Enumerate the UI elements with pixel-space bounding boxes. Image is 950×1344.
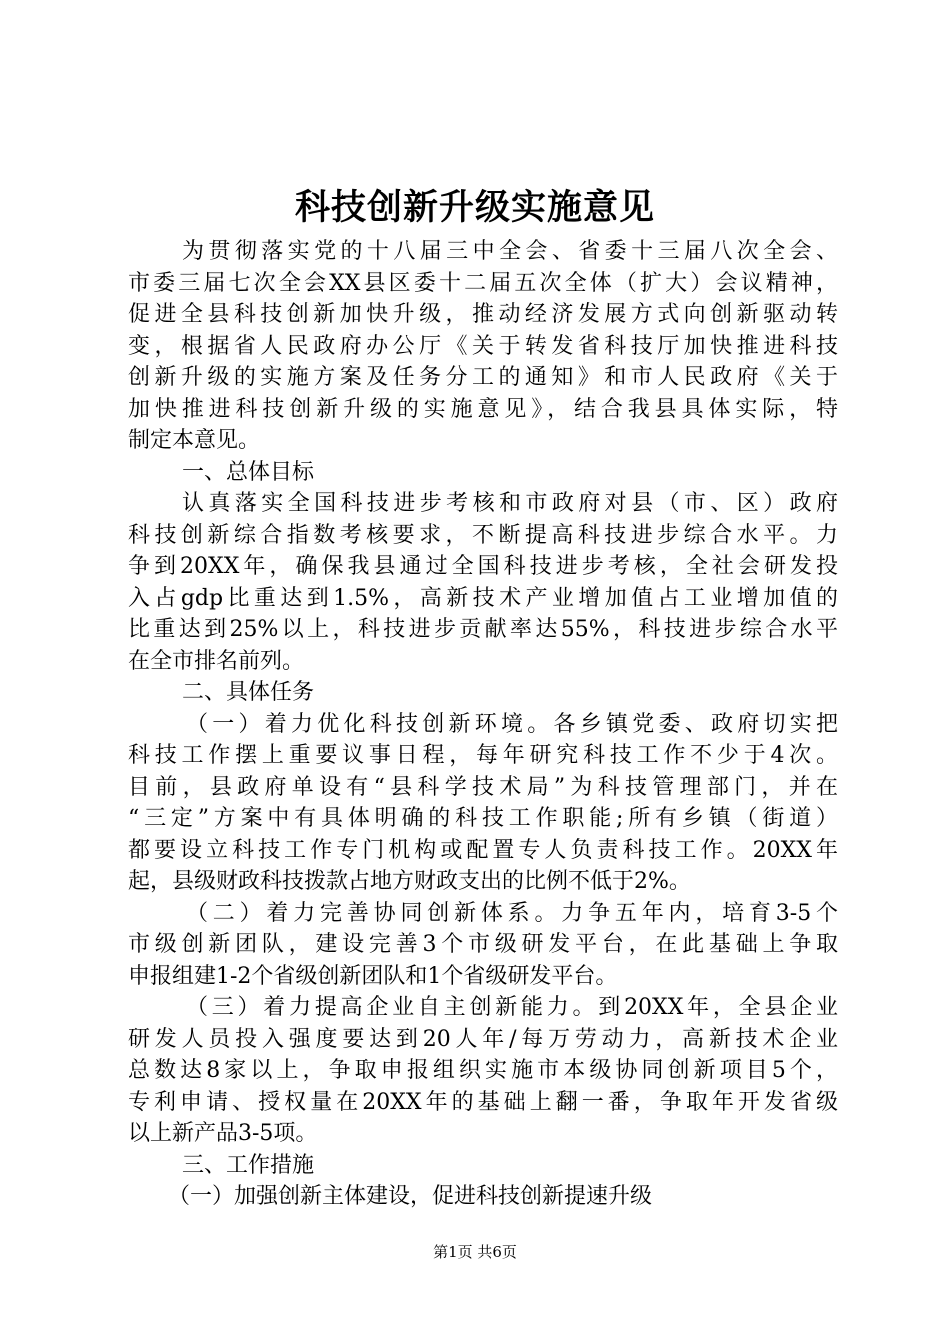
paragraph-line: 认真落实全国科技进步考核和市政府对县（市、区）政府	[182, 491, 838, 516]
subsection-heading: （一）加强创新主体建设，促进科技创新提速升级	[168, 1184, 653, 1209]
paragraph-line: 促进全县科技创新加快升级，推动经济发展方式向创新驱动转	[128, 302, 838, 327]
section-heading: 一、总体目标	[182, 459, 315, 485]
paragraph-line: 目前，县政府单设有“县科学技术局”为科技管理部门，并在	[128, 774, 838, 800]
paragraph-line: 制定本意见。	[128, 428, 261, 453]
paragraph-line: 专利申请、授权量在20XX年的基础上翻一番，争取年开发省级	[128, 1089, 838, 1115]
paragraph-line: 市委三届七次全会XX县区委十二届五次全体（扩大）会议精神，	[128, 270, 838, 296]
paragraph-line: 以上新产品3-5项。	[128, 1121, 318, 1146]
paragraph-line: 科技创新综合指数考核要求，不断提高科技进步综合水平。力	[128, 522, 838, 548]
paragraph-line: “三定”方案中有具体明确的科技工作职能;所有乡镇（街道）	[128, 806, 838, 831]
paragraph-line: 总数达8家以上，争取申报组织实施市本级协同创新项目5个，	[128, 1058, 838, 1083]
paragraph-line: 起，县级财政科技拨款占地方财政支出的比例不低于2%。	[128, 869, 691, 894]
paragraph-line: 在全市排名前列。	[128, 648, 305, 674]
paragraph-line: （三）着力提高企业自主创新能力。到20XX年，全县企业	[186, 995, 838, 1020]
page-number: 第1页 共6页	[433, 1243, 517, 1261]
section-heading: 三、工作措施	[182, 1152, 315, 1178]
paragraph-line: 入占gdp比重达到1.5%，高新技术产业增加值占工业增加值的	[128, 585, 838, 611]
paragraph-line: 申报组建1-2个省级创新团队和1个省级研发平台。	[128, 963, 618, 989]
document-title: 科技创新升级实施意见	[294, 188, 655, 228]
paragraph-line: 研发人员投入强度要达到20人年/每万劳动力，高新技术企业	[128, 1026, 838, 1052]
paragraph-line: 比重达到25%以上，科技进步贡献率达55%，科技进步综合水平	[128, 617, 838, 642]
paragraph-line: 为贯彻落实党的十八届三中全会、省委十三届八次全会、	[182, 239, 838, 264]
paragraph-line: 市级创新团队，建设完善3个市级研发平台，在此基础上争取	[128, 932, 838, 957]
paragraph-line: （一）着力优化科技创新环境。各乡镇党委、政府切实把	[186, 711, 838, 737]
paragraph-line: 科技工作摆上重要议事日程，每年研究科技工作不少于4次。	[128, 743, 838, 768]
section-heading: 二、具体任务	[182, 680, 315, 705]
paragraph-line: 都要设立科技工作专门机构或配置专人负责科技工作。20XX年	[128, 837, 838, 863]
paragraph-line: 争到20XX年，确保我县通过全国科技进步考核，全社会研发投	[128, 554, 838, 579]
paragraph-line: （二）着力完善协同创新体系。力争五年内，培育3-5个	[186, 900, 838, 926]
paragraph-line: 创新升级的实施方案及任务分工的通知》和市人民政府《关于	[128, 365, 838, 390]
document-body	[128, 236, 838, 1213]
paragraph-line: 变，根据省人民政府办公厅《关于转发省科技厅加快推进科技	[128, 333, 838, 359]
paragraph-line: 加快推进科技创新升级的实施意见》，结合我县具体实际，特	[128, 396, 838, 422]
